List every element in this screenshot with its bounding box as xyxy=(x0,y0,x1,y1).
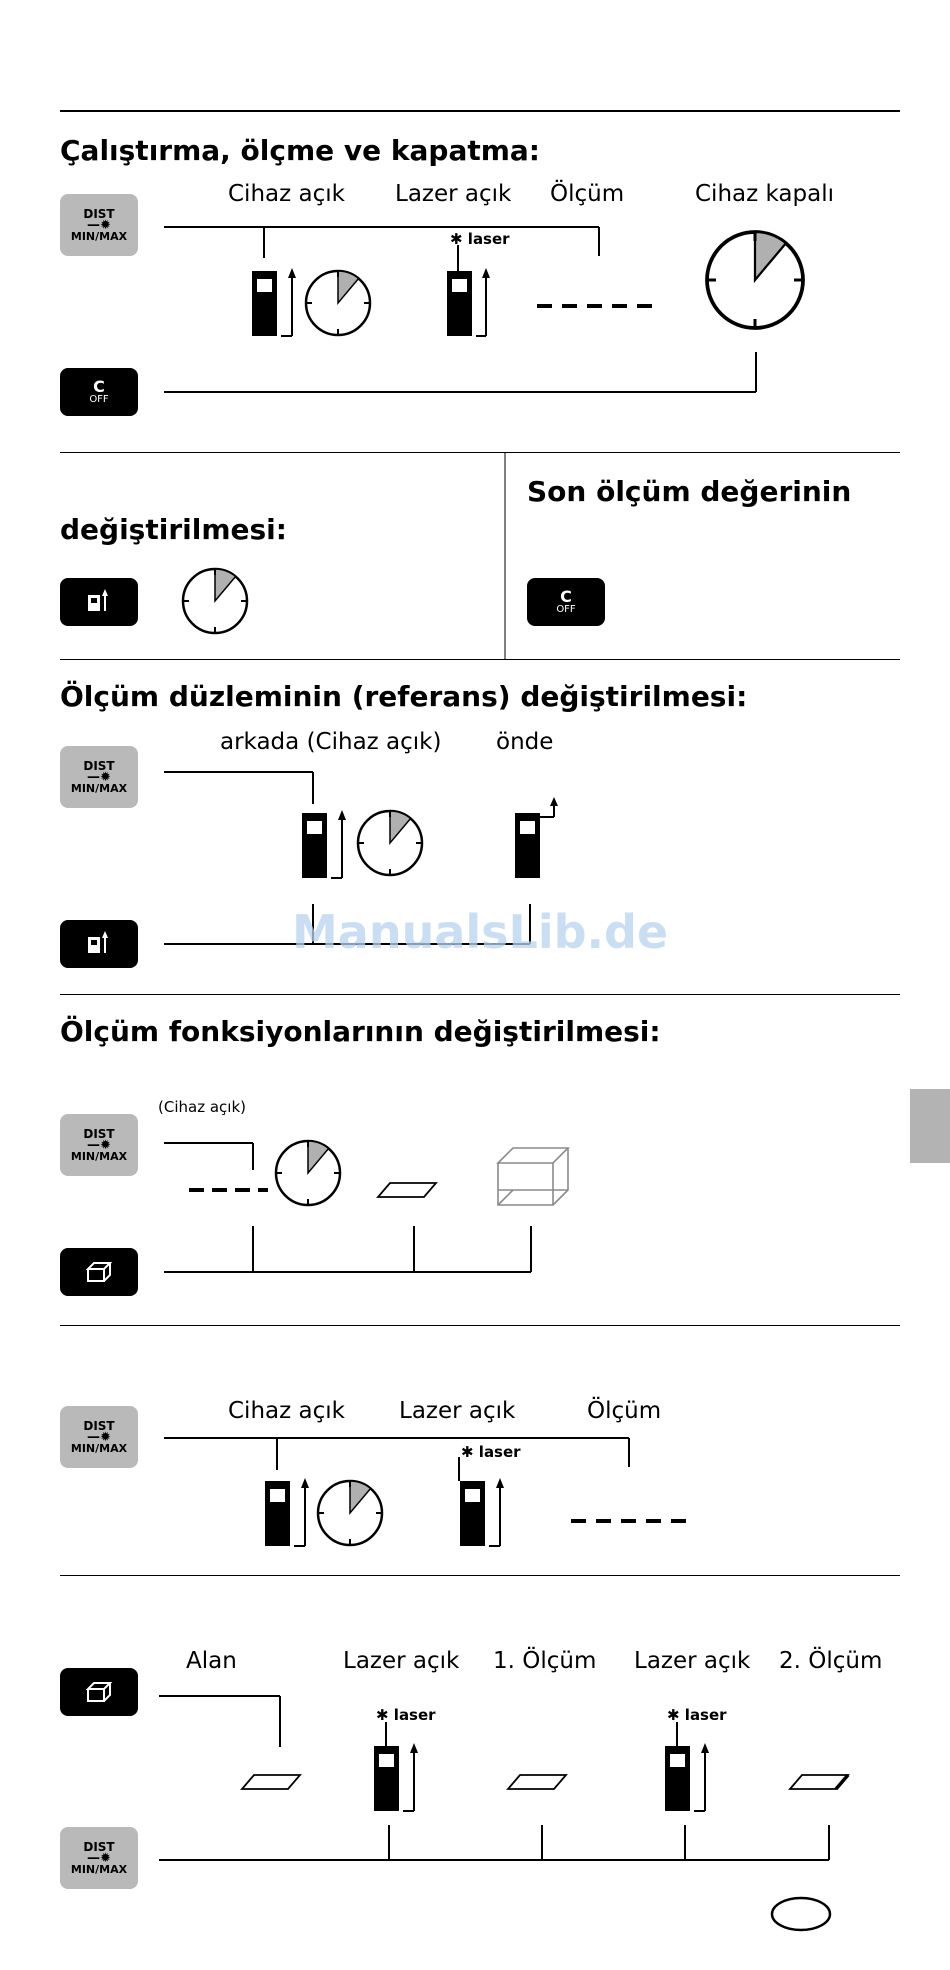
note-device-on: (Cihaz açık) xyxy=(158,1098,246,1116)
laser-label-text: laser xyxy=(467,230,510,248)
section-divider xyxy=(60,452,900,453)
reference-button-plane[interactable] xyxy=(60,920,138,968)
chapter-tab xyxy=(910,1089,950,1163)
section-divider xyxy=(60,994,900,995)
section-divider xyxy=(60,1575,900,1576)
clear-label: C xyxy=(93,377,105,396)
min-max-label: MIN/MAX xyxy=(70,230,128,244)
top-rule xyxy=(60,110,900,112)
label-measure-continuous: Ölçüm xyxy=(587,1398,662,1424)
reference-button[interactable] xyxy=(60,578,138,626)
dist-button-functions[interactable] xyxy=(60,1114,138,1176)
reference-button-icon xyxy=(86,587,112,617)
dist-label: DIST xyxy=(83,758,115,773)
off-label: OFF xyxy=(556,604,576,615)
clear-off-button-last-value[interactable] xyxy=(527,578,605,626)
clear-label: C xyxy=(560,587,572,606)
laser-label: ✱ laser xyxy=(376,1706,436,1724)
section-title-switch-on: Çalıştırma, ölçme ve kapatma: xyxy=(60,134,540,167)
min-max-label: MIN/MAX xyxy=(70,1442,128,1456)
label-device-off: Cihaz kapalı xyxy=(695,181,834,207)
section-title-last-value: Son ölçüm değerinin xyxy=(527,475,852,508)
laser-label: ✱ laser xyxy=(450,230,510,248)
label-laser-on-1: Lazer açık xyxy=(343,1648,460,1674)
function-button[interactable] xyxy=(60,1248,138,1296)
laser-star-icon: —✹ xyxy=(87,1850,111,1866)
laser-star-icon: —✹ xyxy=(87,217,111,233)
laser-star-icon: —✹ xyxy=(87,1137,111,1153)
function-button-icon xyxy=(84,1679,114,1705)
laser-label: ✱ laser xyxy=(667,1706,727,1724)
label-measurement-2: 2. Ölçüm xyxy=(779,1648,883,1674)
laser-star-icon: —✹ xyxy=(87,769,111,785)
label-area: Alan xyxy=(186,1648,237,1674)
section-divider xyxy=(60,659,900,660)
dist-label: DIST xyxy=(83,1126,115,1141)
dist-button-plane[interactable] xyxy=(60,746,138,808)
label-measurement-1: 1. Ölçüm xyxy=(493,1648,597,1674)
laser-label: ✱ laser xyxy=(461,1443,521,1461)
min-max-label: MIN/MAX xyxy=(70,782,128,796)
label-laser-on-continuous: Lazer açık xyxy=(399,1398,516,1424)
laser-label-text: laser xyxy=(478,1443,521,1461)
label-measure: Ölçüm xyxy=(550,181,625,207)
clear-off-button[interactable] xyxy=(60,368,138,416)
min-max-label: MIN/MAX xyxy=(70,1150,128,1164)
dist-label: DIST xyxy=(83,1839,115,1854)
dist-button[interactable] xyxy=(60,194,138,256)
label-device-on: Cihaz açık xyxy=(228,181,345,207)
section-title-plane: Ölçüm düzleminin (referans) değiştirilmesi: xyxy=(60,680,748,713)
off-label: OFF xyxy=(89,394,109,405)
watermark: ManualsLib.de xyxy=(292,905,669,959)
dist-label: DIST xyxy=(83,206,115,221)
dist-button-area[interactable] xyxy=(60,1827,138,1889)
reference-button-icon xyxy=(86,929,112,959)
function-button-icon xyxy=(84,1259,114,1285)
laser-star-icon: —✹ xyxy=(87,1429,111,1445)
dist-button-continuous[interactable] xyxy=(60,1406,138,1468)
laser-label-text: laser xyxy=(684,1706,727,1724)
laser-label-text: laser xyxy=(393,1706,436,1724)
label-front: önde xyxy=(496,729,554,755)
label-rear: arkada (Cihaz açık) xyxy=(220,729,442,755)
section-title-functions: Ölçüm fonksiyonlarının değiştirilmesi: xyxy=(60,1015,661,1048)
label-laser-on-2: Lazer açık xyxy=(634,1648,751,1674)
label-laser-on: Lazer açık xyxy=(395,181,512,207)
section-divider xyxy=(60,1325,900,1326)
function-button-area[interactable] xyxy=(60,1668,138,1716)
section-title-reference: değiştirilmesi: xyxy=(60,513,287,546)
min-max-label: MIN/MAX xyxy=(70,1863,128,1877)
label-device-on-continuous: Cihaz açık xyxy=(228,1398,345,1424)
dist-label: DIST xyxy=(83,1418,115,1433)
